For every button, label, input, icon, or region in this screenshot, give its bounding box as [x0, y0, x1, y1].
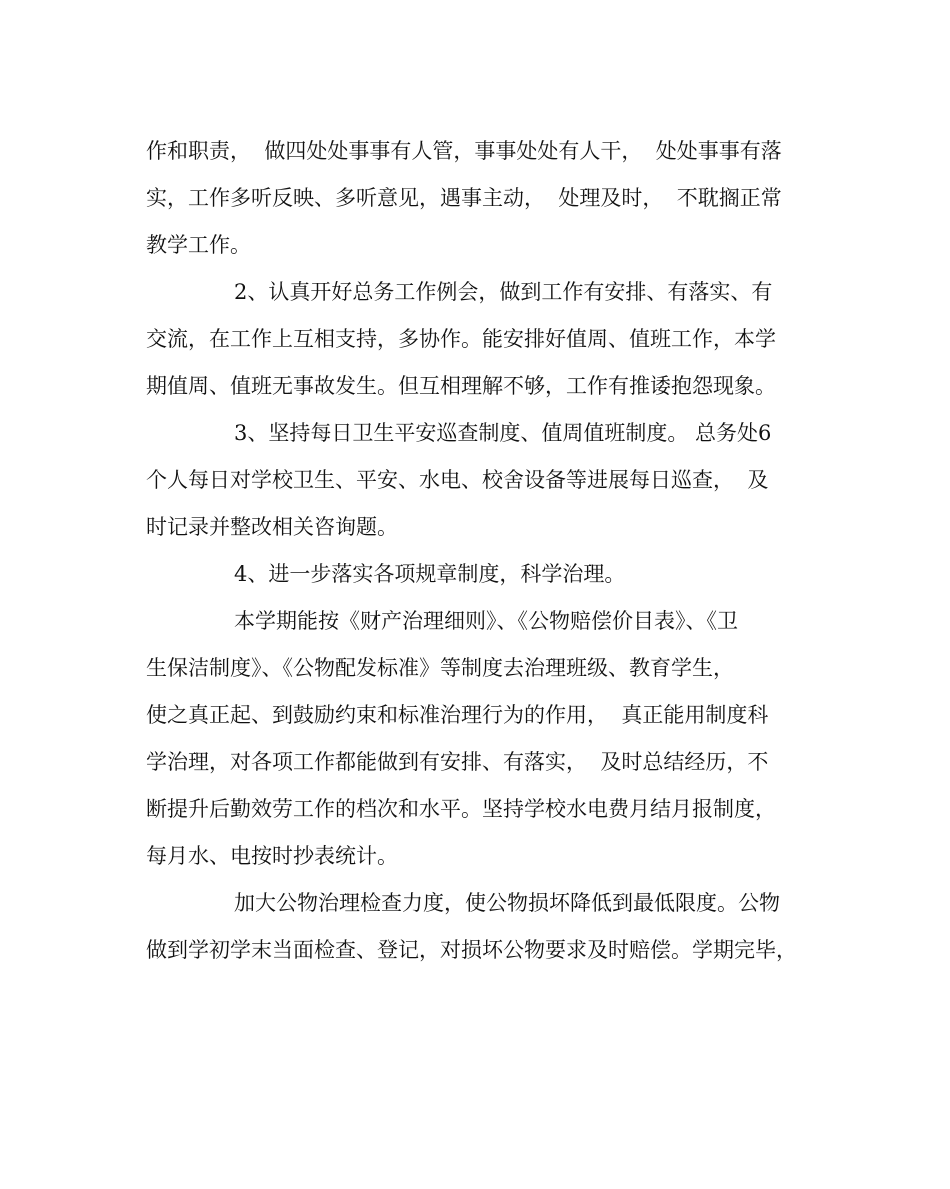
text-line: 断提升后勤效劳工作的档次和水平。坚持学校水电费月结月报制度，: [146, 797, 776, 821]
text-line: 个人每日对学校卫生、平安、水电、校舍设备等进展每日巡查， 及: [146, 468, 769, 492]
document-body: [146, 128, 826, 974]
text-line: 2、认真开好总务工作例会，做到工作有安排、有落实、有: [234, 280, 773, 304]
text-line: 生保洁制度》、《公物配发标准》等制度去治理班级、教育学生，: [146, 656, 734, 680]
text-line: 使之真正起、到鼓励约束和标准治理行为的作用， 真正能用制度科: [146, 703, 769, 727]
text-line: 3、坚持每日卫生平安巡查制度、值周值班制度。 总务处6: [234, 421, 772, 445]
text-line: 教学工作。: [146, 233, 251, 257]
text-line: 做到学初学末当面检查、登记，对损坏公物要求及时赔偿。学期完毕，: [146, 938, 797, 962]
text-line: 时记录并整改相关咨询题。: [146, 515, 398, 539]
text-line: 每月水、电按时抄表统计。: [146, 844, 398, 868]
text-line: 交流，在工作上互相支持，多协作。能安排好值周、值班工作，本学: [146, 327, 776, 351]
text-line: 期值周、值班无事故发生。但互相理解不够，工作有推诿抱怨现象。: [146, 374, 776, 398]
text-line: 本学期能按《财产治理细则》、《公物赔偿价目表》、《卫: [234, 609, 738, 633]
text-line: 作和职责， 做四处处事事有人管，事事处处有人干， 处处事事有落: [146, 139, 782, 163]
text-line: 4、进一步落实各项规章制度，科学治理。: [234, 562, 626, 586]
text-line: 学治理，对各项工作都能做到有安排、有落实， 及时总结经历，不: [146, 750, 769, 774]
text-line: 实，工作多听反映、多听意见，遇事主动， 处理及时， 不耽搁正常: [146, 186, 782, 210]
text-line: 加大公物治理检查力度，使公物损坏降低到最低限度。公物: [234, 891, 780, 915]
